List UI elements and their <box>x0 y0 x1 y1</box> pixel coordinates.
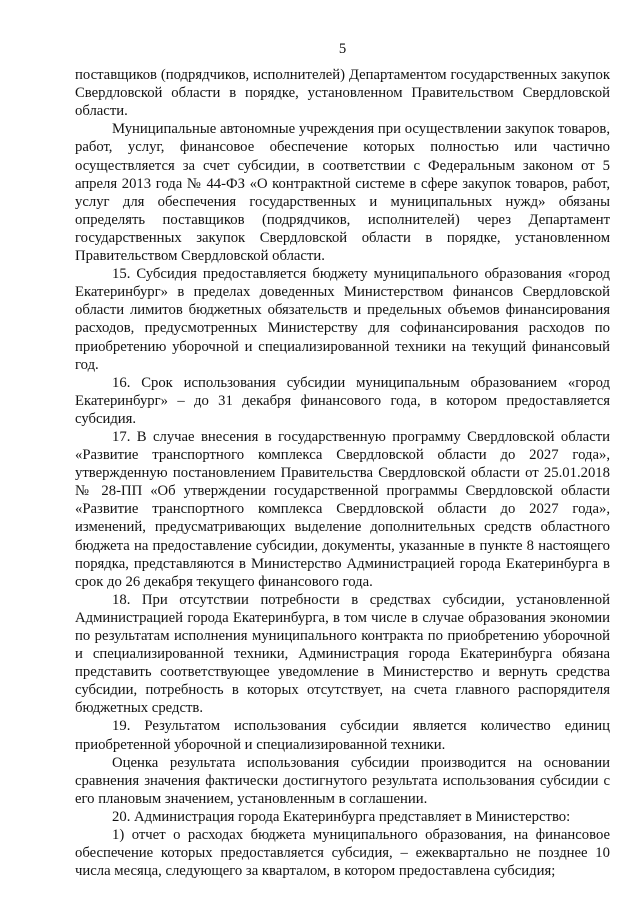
paragraph-continuation: поставщиков (подрядчиков, исполнителей) Департаментом государственных закупок Свердловской области в порядке, установленном Правительством Свердловской области. <box>75 67 610 120</box>
page-number: 5 <box>338 41 347 57</box>
paragraph-17: 17. В случае внесения в государственную программу Свердловской области «Развитие транспортного комплекса Свердловской области до 2027 года», утвержденную постановлением Правительства Свердловской области от 25.01.2018 № 28-ПП «Об утверждении государственной программы Свердловской области «Развитие транспортного комплекса Свердловской области до 2027 года», изменений, предусматривающих выделение дополнительных средств областного бюджета на предоставление субсидии, документы, указанные в пункте 8 настоящего порядка, представляются в Министерство Администрацией города Екатеринбурга в срок до 26 декабря текущего финансового года. <box>75 428 610 590</box>
paragraph-evaluation: Оценка результата использования субсидии производится на основании сравнения значения фактически достигнутого результата использования субсидии с его плановым значением, установленным в соглашении. <box>75 754 610 807</box>
paragraph-18: 18. При отсутствии потребности в средствах субсидии, установленной Администрацией города Екатеринбурга, в том числе в случае образования экономии по результатам исполнения муниципального контракта по приобретению уборочной и специализированной техники, Администрация города Екатеринбурга обязана представить соответствующее уведомление в Министерство и вернуть средства субсидии, потребность в которых отсутствует, на счета главного распорядителя бюджетных средств. <box>75 591 610 717</box>
document-page <box>75 40 610 880</box>
paragraph-19: 19. Результатом использования субсидии является количество единиц приобретенной уборочной и специализированной техники. <box>75 718 610 753</box>
paragraph-15: 15. Субсидия предоставляется бюджету муниципального образования «город Екатеринбург» в пределах доведенных Министерством финансов Свердловской области лимитов бюджетных обязательств и предельных объемов финансирования расходов, предусмотренных Министерству для софинансирования расходов по приобретению уборочной и специализированной техники на текущий финансовый год. <box>75 266 610 373</box>
paragraph-20: 20. Администрация города Екатеринбурга представляет в Министерство: <box>112 808 571 825</box>
paragraph-16: 16. Срок использования субсидии муниципальным образованием «город Екатеринбург» – до 31 декабря финансового года, в котором предоставляется субсидия. <box>75 374 610 427</box>
paragraph-autonomous-institutions: Муниципальные автономные учреждения при осуществлении закупок товаров, работ, услуг, финансовое обеспечение которых полностью или частично осуществляется за счет субсидии, в соответствии с Федеральным законом от 5 апреля 2013 года № 44-ФЗ «О контрактной системе в сфере закупок товаров, работ, услуг для обеспечения государственных и муниципальных нужд» обязаны определять поставщиков (подрядчиков, исполнителей) через Департамент государственных закупок Свердловской области в порядке, установленном Правительством Свердловской области. <box>75 121 610 265</box>
paragraph-20-item-1: 1) отчет о расходах бюджета муниципального образования, на финансовое обеспечение которых предоставляется субсидия, – ежеквартально не позднее 10 числа месяца, следующего за кварталом, в котором предоставлена субсидия; <box>75 827 610 880</box>
